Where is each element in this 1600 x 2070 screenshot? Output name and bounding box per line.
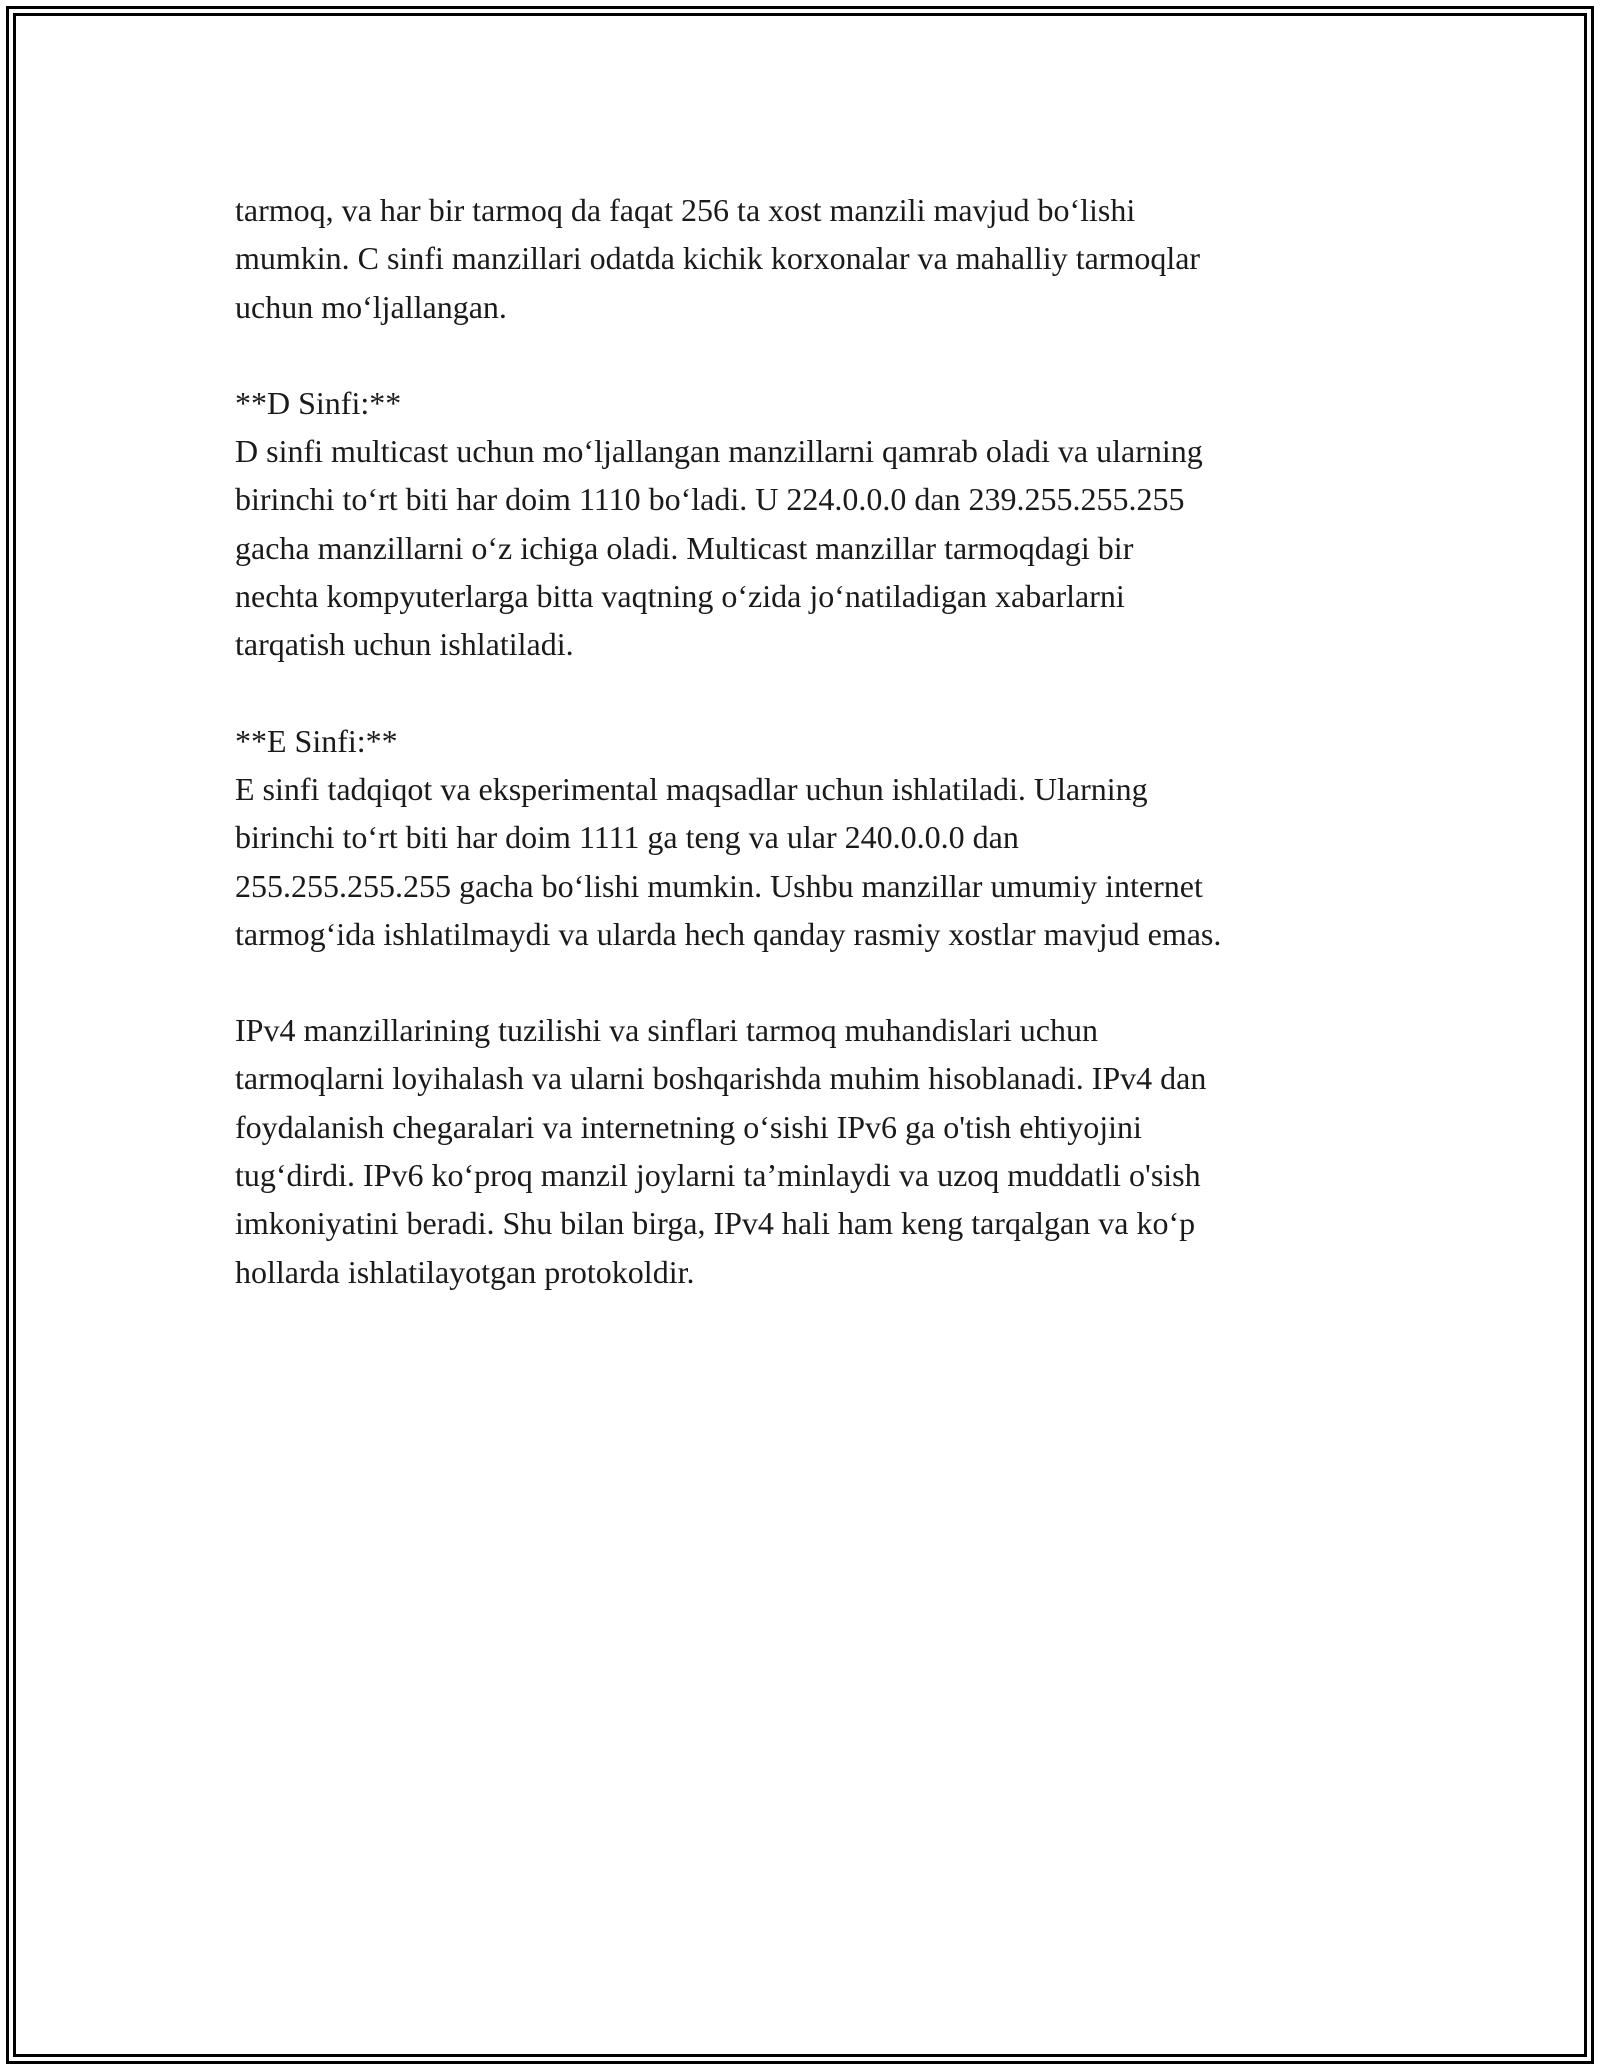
text-line: D sinfi multicast uchun mo‘ljallangan manzillarni qamrab oladi va ularning (235, 433, 1203, 470)
text-line: uchun mo‘ljallangan. (235, 288, 507, 325)
text-line: birinchi to‘rt biti har doim 1111 ga teng va ular 240.0.0.0 dan (235, 819, 1019, 856)
text-line: hollarda ishlatilayotgan protokoldir. (235, 1253, 695, 1290)
text-line: gacha manzillarni o‘z ichiga oladi. Multicast manzillar tarmoqdagi bir (235, 529, 1134, 566)
text-line: imkoniyatini beradi. Shu bilan birga, IPv4 hali ham keng tarqalgan va ko‘p (235, 1205, 1196, 1242)
text-line: tug‘dirdi. IPv6 ko‘proq manzil joylarni ta’minlaydi va uzoq muddatli o'sish (235, 1157, 1201, 1194)
text-line: tarmog‘ida ishlatilmaydi va ularda hech qanday rasmiy xostlar mavjud emas. (235, 915, 1222, 952)
text-line: mumkin. C sinfi manzillari odatda kichik korxonalar va mahalliy tarmoqlar (235, 240, 1201, 277)
paragraph-class-e (235, 717, 1395, 958)
text-line: tarmoq, va har bir tarmoq da faqat 256 ta xost manzili mavjud bo‘lishi (235, 192, 1136, 228)
text-line: E sinfi tadqiqot va eksperimental maqsadlar uchun ishlatiladi. Ularning (235, 770, 1148, 807)
paragraph-conclusion (235, 1006, 1395, 1296)
paragraph-class-d (235, 379, 1395, 669)
text-line: tarqatish uchun ishlatiladi. (235, 626, 574, 663)
section-heading-e: **E Sinfi:** (235, 722, 398, 759)
text-line: nechta kompyuterlarga bitta vaqtning o‘zida jo‘natiladigan xabarlarni (235, 578, 1125, 615)
text-line: IPv4 manzillarining tuzilishi va sinflari tarmoq muhandislari uchun (235, 1012, 1098, 1049)
text-line: foydalanish chegaralari va internetning o‘sishi IPv6 ga o'tish ehtiyojini (235, 1108, 1142, 1145)
text-line: 255.255.255.255 gacha bo‘lishi mumkin. Ushbu manzillar umumiy internet (235, 867, 1203, 904)
text-line: tarmoqlarni loyihalash va ularni boshqarishda muhim hisoblanadi. IPv4 dan (235, 1060, 1207, 1097)
section-heading-d: **D Sinfi:** (235, 384, 402, 421)
document-body (235, 186, 1395, 1344)
text-line: birinchi to‘rt biti har doim 1110 bo‘ladi. U 224.0.0.0 dan 239.255.255.255 (235, 481, 1185, 518)
paragraph-class-c-continuation (235, 186, 1395, 331)
